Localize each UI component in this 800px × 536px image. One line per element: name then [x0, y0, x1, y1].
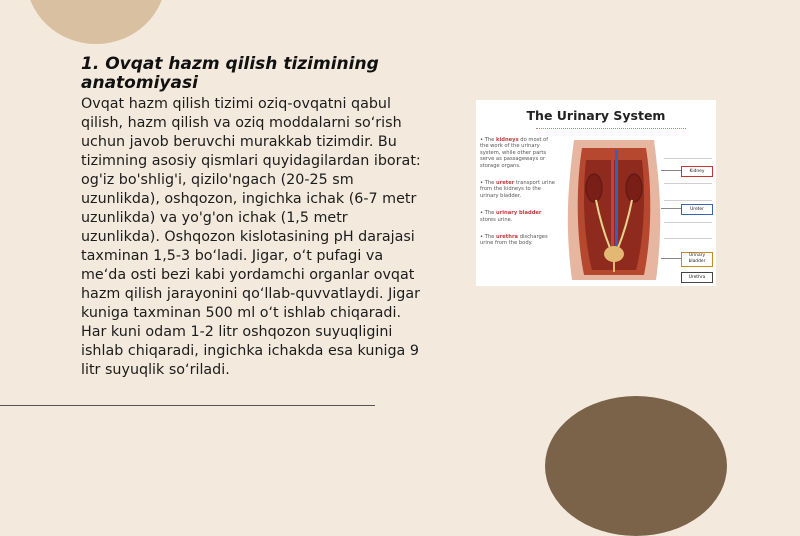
bladder-shape [604, 246, 624, 262]
label-urethra: Urethra [681, 272, 713, 283]
decorative-circle-top [26, 0, 166, 44]
label-kidney: Kidney [681, 166, 713, 177]
right-kidney-shape [626, 174, 642, 202]
label-urinary-bladder: Urinary bladder [681, 252, 713, 267]
figure-title: The Urinary System [526, 108, 666, 123]
decorative-circle-bottom [545, 396, 727, 536]
slide-body-text: Ovqat hazm qilish tizimi oziq-ovqatni qabul qilish, hazm qilish va oziq moddalarni so‘rish uchun javob beruvchi murakkab tizimdir. Bu tizimning asosiy qismlari quyidagilardan iborat: og'iz bo'shlig'i, qizilo'ngach (20-25 sm uzunlikda), oshqozon, ingichka ichak (6-7 metr uzunlikda) va yo'g'on ichak (1,5 metr uzunlikda). Oshqozon kislotasining pH darajasi taxminan 1,5-3 bo‘ladi. Jigar, o‘t pufagi va me‘da osti bezi kabi yordamchi organlar ovqat hazm qilish jarayonini qo‘llab-quvvatlaydi. Jigar kuniga taxminan 500 ml o‘t ishlab chiqaradi. Har kuni odam 1-2 litr oshqozon suyuqligini ishlab chiqaradi, ingichka ichakda esa kuniga 9 litr suyuqlik so‘riladi. [81, 96, 421, 378]
figure-notes [480, 137, 558, 258]
label-ureter: Ureter [681, 204, 713, 215]
note-urethra: • The urethra discharges urine from the body. [480, 234, 548, 247]
slide-title: 1. Ovqat hazm qilish tizimining anatomiyasi [81, 54, 379, 93]
note-ureter: • The ureter transport urine from the kidneys to the urinary bladder. [480, 180, 555, 199]
urinary-system-figure [476, 100, 716, 286]
left-kidney-shape [586, 174, 602, 202]
figure-subtitle-line [536, 128, 686, 132]
note-kidneys: • The kidneys do most of the work of the urinary system, while other parts serve as passageways or storage organs. [480, 137, 549, 169]
torso-anatomy-illustration [564, 140, 664, 280]
note-bladder: • The urinary bladder stores urine. [480, 210, 542, 223]
divider-line [0, 405, 375, 406]
